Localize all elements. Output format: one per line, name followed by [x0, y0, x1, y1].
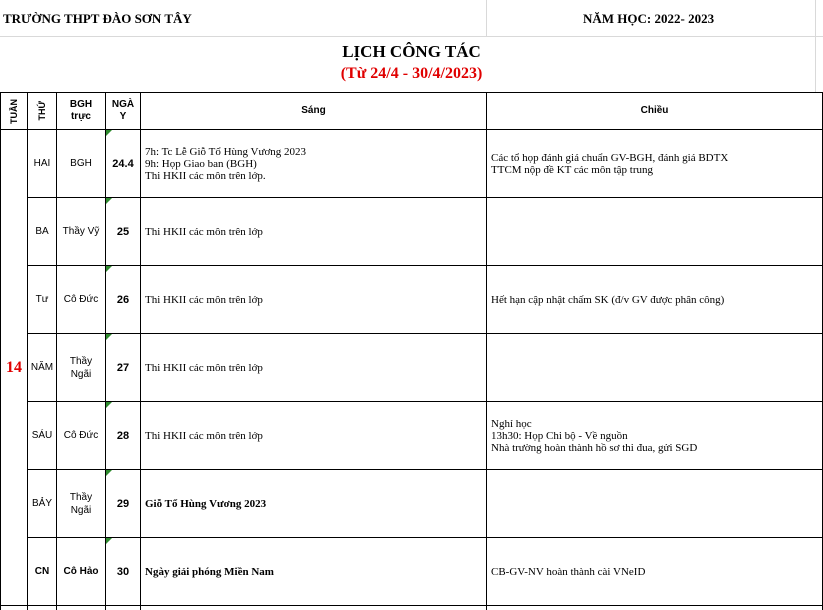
day-label: BẢY [31, 498, 52, 509]
bgh-name: BGH [70, 158, 92, 169]
morning-cell [141, 470, 486, 537]
day-cell [28, 334, 56, 401]
afternoon-cell [487, 198, 822, 265]
school-name: TRƯỜNG THPT ĐÀO SƠN TÂY [3, 11, 192, 26]
date-cell [106, 266, 140, 333]
morning-line: Thi HKII các môn trên lớp [145, 293, 263, 306]
col-header-date: NGÀ Y [111, 99, 135, 122]
date-value: 24.4 [112, 157, 134, 170]
morning-line: Ngày giải phóng Miền Nam [145, 565, 274, 578]
page-title: LỊCH CÔNG TÁC [342, 42, 481, 61]
date-value: 28 [116, 429, 130, 442]
morning-cell [141, 538, 486, 605]
day-cell [28, 198, 56, 265]
cell-comment-marker [106, 266, 112, 272]
cell-comment-marker [106, 198, 112, 204]
day-cell [28, 402, 56, 469]
cell-comment-marker [106, 130, 112, 136]
bgh-name: Thầy Ngãi [69, 491, 93, 516]
morning-line: Thi HKII các môn trên lớp [145, 429, 263, 442]
cell-comment-marker [106, 538, 112, 544]
date-value: 30 [116, 565, 130, 578]
morning-line: Thi HKII các môn trên lớp [145, 225, 263, 238]
afternoon-line: TTCM nộp đề KT các môn tập trung [491, 163, 654, 176]
morning-cell [141, 266, 486, 333]
afternoon-cell [487, 334, 822, 401]
morning-line: 9h: Họp Giao ban (BGH) [145, 157, 257, 170]
col-header-bgh: BGH trực [69, 99, 93, 122]
bgh-name: Thầy Ngãi [69, 355, 93, 380]
col-header-week: TUẦN [9, 98, 19, 124]
bgh-cell [57, 130, 105, 197]
afternoon-line: CB-GV-NV hoàn thành cài VNeID [491, 565, 646, 578]
afternoon-cell [487, 402, 822, 469]
bgh-cell [57, 198, 105, 265]
date-value: 25 [116, 225, 130, 238]
date-value: 27 [116, 361, 130, 374]
day-cell [28, 266, 56, 333]
date-cell [106, 402, 140, 469]
afternoon-cell [487, 130, 822, 197]
afternoon-line: Nhà trường hoàn thành hồ sơ thi đua, gửi SGD [491, 441, 698, 454]
bgh-cell [57, 538, 105, 605]
bgh-cell [57, 470, 105, 537]
morning-line: 7h: Tc Lễ Giỗ Tổ Hùng Vương 2023 [145, 145, 307, 158]
week-number: 14 [6, 358, 22, 376]
bgh-name: Cô Hảo [63, 566, 99, 577]
day-cell [28, 130, 56, 197]
col-header-day: THỨ [37, 101, 47, 121]
date-cell [106, 470, 140, 537]
bgh-cell [57, 402, 105, 469]
cell-comment-marker [106, 402, 112, 408]
bgh-cell [57, 266, 105, 333]
date-value: 29 [116, 497, 130, 510]
bgh-name: Cô Đức [63, 294, 99, 305]
afternoon-cell [487, 538, 822, 605]
bgh-name: Thầy Vỹ [62, 226, 100, 237]
col-header-afternoon: Chiều [640, 105, 669, 116]
date-cell [106, 334, 140, 401]
morning-line: Thi HKII các môn trên lớp. [145, 169, 266, 182]
morning-line: Thi HKII các môn trên lớp [145, 361, 263, 374]
bgh-name: Cô Đức [63, 430, 99, 441]
morning-cell [141, 334, 486, 401]
day-label: SÁU [31, 430, 53, 441]
day-label: Tư [35, 294, 49, 305]
afternoon-line: Nghỉ học [491, 417, 532, 430]
morning-cell [141, 198, 486, 265]
cell-comment-marker [106, 334, 112, 340]
cell-comment-marker [106, 470, 112, 476]
afternoon-cell [487, 470, 822, 537]
date-cell [106, 538, 140, 605]
col-header-morning: Sáng [301, 105, 326, 116]
date-cell [106, 198, 140, 265]
afternoon-line: Các tổ họp đánh giá chuẩn GV-BGH, đánh giá BDTX [491, 151, 729, 164]
date-value: 26 [116, 293, 130, 306]
date-range: (Từ 24/4 - 30/4/2023) [340, 65, 483, 82]
morning-cell [141, 402, 486, 469]
day-label: NĂM [30, 362, 54, 373]
afternoon-line: 13h30: Họp Chi bộ - Về nguồn [491, 429, 628, 442]
school-year: NĂM HỌC: 2022- 2023 [583, 11, 715, 26]
afternoon-line: Hết hạn cập nhật chấm SK (đ/v GV được phân công) [491, 293, 725, 306]
day-label: BA [35, 226, 49, 237]
day-cell [28, 470, 56, 537]
afternoon-cell [487, 266, 822, 333]
day-cell [28, 538, 56, 605]
bgh-cell [57, 334, 105, 401]
morning-cell [141, 130, 486, 197]
day-label: CN [34, 566, 50, 577]
morning-line: Giỗ Tổ Hùng Vương 2023 [145, 497, 267, 510]
day-label: HAI [33, 158, 51, 169]
date-cell [106, 130, 140, 197]
